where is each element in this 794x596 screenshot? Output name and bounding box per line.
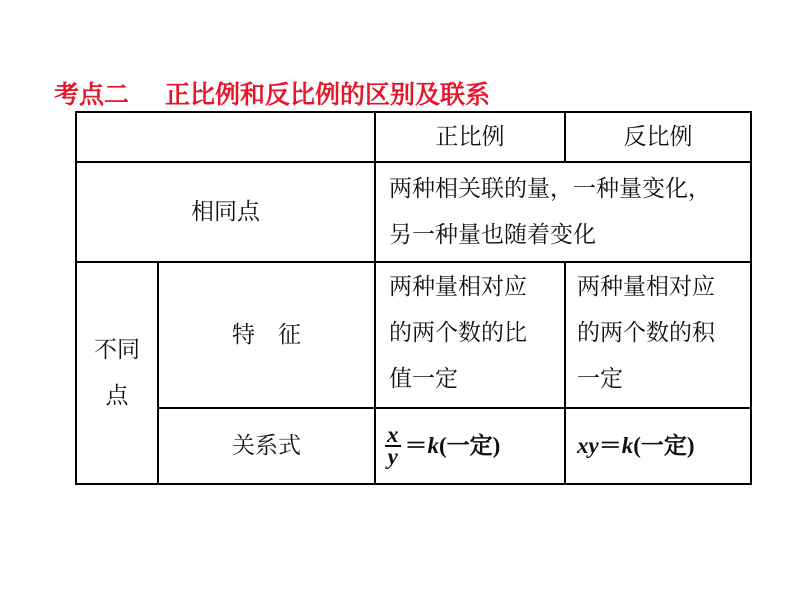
same-line-2: 另一种量也随着变化 xyxy=(389,222,596,248)
section-heading xyxy=(54,78,490,112)
fraction-denominator: y xyxy=(387,444,398,469)
header-inverse-proportion xyxy=(566,113,750,161)
same-points-label xyxy=(77,163,374,261)
header-direct-proportion xyxy=(376,113,564,161)
direct-formula-equals: ＝ xyxy=(404,433,428,458)
header-inverse-text: 反比例 xyxy=(623,124,693,150)
direct-feature-content xyxy=(389,264,564,406)
same-points-content xyxy=(389,166,749,258)
relation-label xyxy=(159,409,374,483)
inverse-formula-k: k xyxy=(621,433,634,458)
fraction-numerator: x xyxy=(387,422,399,447)
feature-label-text: 特 征 xyxy=(232,322,301,348)
diff-label-line-2: 点 xyxy=(105,383,129,409)
direct-formula xyxy=(385,409,564,483)
direct-feature-line-1: 两种量相对应 xyxy=(389,274,527,300)
inverse-formula-suffix: (一定) xyxy=(633,433,695,458)
relation-label-text: 关系式 xyxy=(232,433,301,459)
different-points-label xyxy=(77,263,157,483)
direct-formula-k: k xyxy=(427,433,439,458)
heading-title: 正比例和反比例的区别及联系 xyxy=(165,80,491,109)
table-col-divider xyxy=(564,261,566,485)
inverse-feature-line-3: 一定 xyxy=(577,366,623,392)
table-border-right xyxy=(750,111,752,485)
feature-label xyxy=(159,263,374,407)
inverse-feature-content xyxy=(577,264,750,406)
comparison-table xyxy=(75,111,752,485)
inverse-formula-equals: ＝ xyxy=(598,433,622,458)
direct-feature-line-3: 值一定 xyxy=(389,366,458,392)
diff-label-line-1: 不同 xyxy=(94,337,140,363)
inverse-feature-line-1: 两种量相对应 xyxy=(577,274,715,300)
direct-formula-suffix: (一定) xyxy=(439,433,501,458)
table-border-bottom xyxy=(75,483,752,485)
direct-feature-line-2: 的两个数的比 xyxy=(389,320,527,346)
table-col-divider xyxy=(374,111,376,485)
same-line-1: 两种相关联的量，一种量变化， xyxy=(389,176,711,202)
inverse-formula-xy: xy xyxy=(577,433,599,458)
header-direct-text: 正比例 xyxy=(435,124,505,150)
inverse-formula xyxy=(577,409,750,483)
direct-formula-fraction xyxy=(385,422,401,469)
heading-label: 考点二 xyxy=(54,80,130,109)
inverse-feature-line-2: 的两个数的积 xyxy=(577,320,715,346)
same-points-text: 相同点 xyxy=(191,199,260,225)
